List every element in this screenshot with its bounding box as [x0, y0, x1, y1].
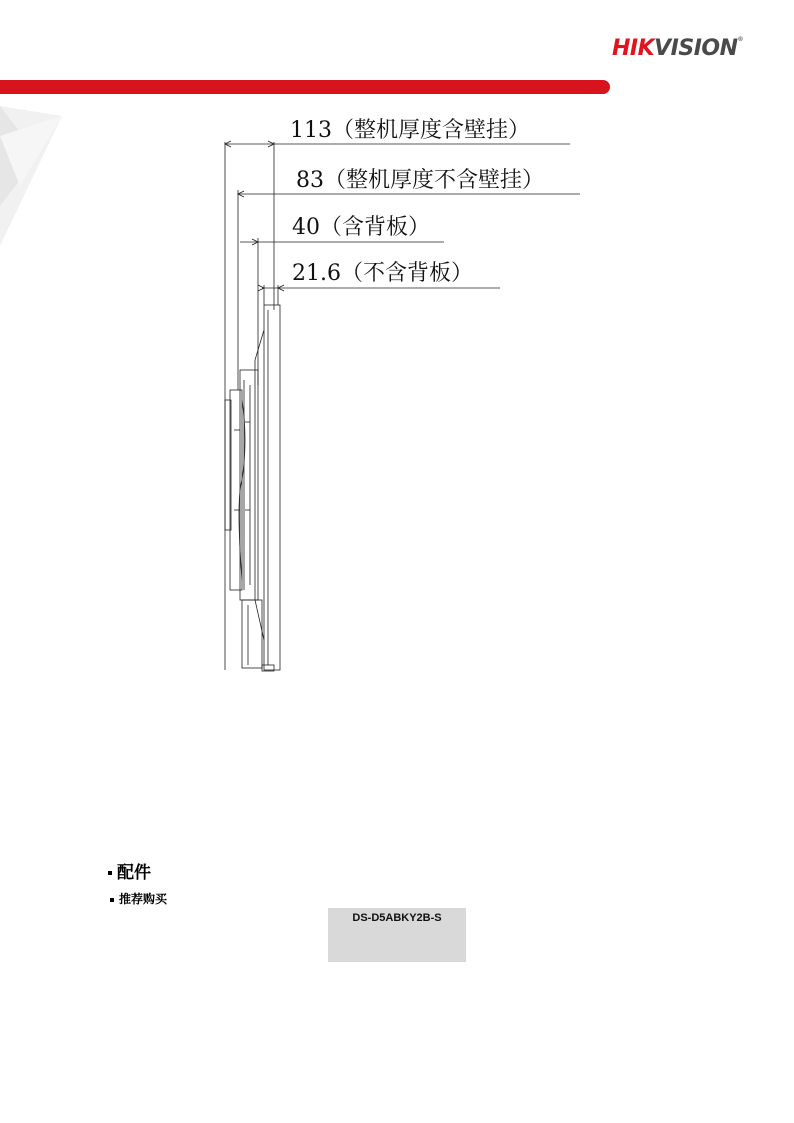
- logo-part2: VISION: [654, 36, 738, 61]
- header-red-bar: [0, 80, 610, 94]
- dimension-label-83: 83（整机厚度不含壁挂）: [296, 168, 544, 193]
- accessory-model: DS-D5ABKY2B-S: [352, 912, 442, 924]
- bullet-icon: [110, 898, 114, 902]
- logo-registered-mark: ®: [737, 36, 744, 43]
- accessory-item: [328, 908, 466, 962]
- accessories-title: 配件: [117, 863, 151, 883]
- recommended-subtitle: 推荐购买: [119, 892, 168, 906]
- logo-part1: HIK: [612, 36, 655, 61]
- decorative-triangles: [0, 96, 70, 256]
- accessories-heading: [108, 858, 151, 883]
- recommended-heading: [110, 890, 167, 907]
- hikvision-logo: [612, 36, 743, 61]
- dimension-label-40: 40（含背板）: [292, 215, 430, 240]
- bullet-icon: [108, 871, 112, 875]
- dimension-label-21-6: 21.6（不含背板）: [292, 261, 473, 286]
- dimension-label-113: 113（整机厚度含壁挂）: [290, 118, 530, 143]
